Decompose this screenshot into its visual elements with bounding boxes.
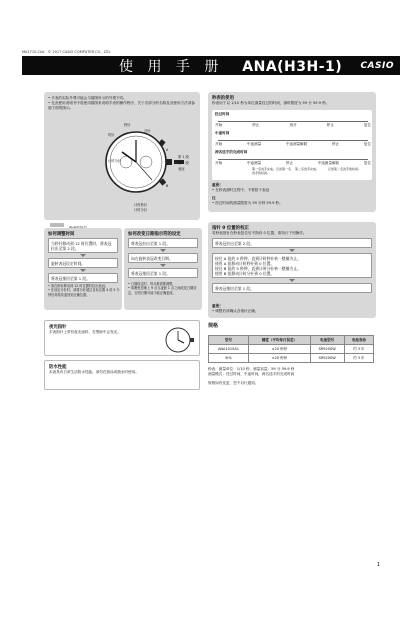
label-crown: 表冠 [178, 167, 185, 171]
date-note: • 请避免在晚上 9 点与凌晨 1 点之间改变日期设定，否则日期可能不能正确更改。 [128, 286, 197, 295]
stopwatch-card [212, 110, 372, 180]
specs-footnote: 规格如有变更，恕不另行通知。 [208, 381, 259, 385]
hand-reset-desc: 若秒表指针在秒表复位后不指向 0 位置，请执行下列操作。 [212, 231, 307, 235]
date-step-3: 将表冠推回至第 1 段。 [128, 268, 198, 278]
copyright: © 2017 CASIO COMPUTER CO., LTD. [47, 50, 111, 54]
label-minute-hand: 分针 [144, 129, 151, 133]
specs-section [208, 322, 376, 432]
reset-important: • 调整后请确认各指针正确。 [212, 309, 259, 313]
label-chrono-sec: 计时秒针 [134, 203, 148, 207]
table-cell: 约 3 年 [344, 345, 373, 354]
specs-header: 电池型号 [310, 336, 344, 345]
date-step-1: 将表冠拉出至第 1 段。 [128, 238, 198, 248]
time-note: • 在设定分针时，请将分针超过目标位置 4 或 5 分钟后再将其退回到正确位置。 [48, 288, 120, 297]
water-title: 防水性能 [49, 365, 67, 370]
arrow-icon [289, 279, 295, 282]
reset-step-2 [212, 253, 372, 278]
elapsed-step: 开始 [215, 123, 223, 127]
date-notes [128, 282, 200, 295]
document-code [22, 50, 111, 54]
table-cell: 约 3 年 [344, 354, 373, 363]
reset-important-title: 重要！ [212, 304, 223, 308]
date-steps [128, 238, 198, 278]
table-cell: SR920SW [310, 345, 344, 354]
time-notes [48, 284, 120, 297]
luminous-title: 夜光指针 [49, 325, 67, 330]
elapsed-step: 停止 [326, 123, 334, 127]
time-step-1: 当秒针移动到 12 时位置时，将表冠拉出至第 2 段。 [48, 238, 118, 253]
two-steps [215, 161, 371, 166]
watch-small-icon [163, 325, 197, 355]
reset-step-1: 将表冠拉出至第 2 段。 [212, 238, 372, 248]
two-step: 中途测量 [246, 161, 262, 165]
two-line [218, 159, 368, 160]
table-row [209, 354, 374, 363]
reset-step-2d: 使用 B 钮移动计时分针到 0 位置。 [215, 270, 275, 276]
two-note: 第二名选手完成。 [295, 167, 320, 171]
doc-code: MA1710-CkA [22, 50, 45, 54]
water-section [44, 360, 200, 390]
specs-table [208, 335, 374, 363]
split-steps [215, 142, 371, 147]
time-step-2: 旋转表冠设定时间。 [48, 258, 118, 268]
crown [166, 159, 172, 165]
specs-extra [208, 367, 376, 377]
arrow-icon [80, 254, 86, 257]
time-note: • 请在秒针移动到 12 时位置时拉出表冠。 [48, 284, 108, 288]
time-setting-section [44, 228, 122, 310]
date-note: • 日期设定时，每月都需要调整。 [128, 282, 176, 286]
luminous-section [44, 320, 200, 356]
label-second-hand: 秒针 [124, 123, 131, 127]
arrow-icon [160, 249, 166, 252]
label-pos1: 第 1 段 [178, 155, 189, 159]
stopwatch-section [208, 92, 376, 212]
label-button-a: A [166, 148, 169, 152]
stopwatch-important-title: 重要！ [212, 183, 223, 187]
brand-logo: CASIO [360, 60, 394, 71]
small-crown [190, 338, 194, 342]
arrow-icon [80, 269, 86, 272]
reset-step-2c: 按住 B 钮约 5 秒钟，直到计时分针转一整圈为止。 [215, 265, 301, 271]
table-cell: 3H1 [209, 354, 249, 363]
date-setting-title: 如何改变日期指示符的设定 [128, 232, 181, 237]
specs-extra-line: 秒表：测量单位：1/10 秒，测量容量：59 分 59.9 秒 [208, 367, 295, 371]
table-cell: ±20 秒钟 [249, 354, 311, 363]
elapsed-steps [215, 123, 371, 128]
specs-header: 精度（平均每月误差） [249, 336, 311, 345]
reset-step-2b: 使用 A 钮移动计时秒针到 0 位置。 [215, 260, 275, 266]
table-cell: SR920SW [310, 354, 344, 363]
table-cell: ±20 秒钟 [249, 345, 311, 354]
split-step: 开始 [215, 142, 223, 146]
reset-step-3: 将表冠推回至第 1 段。 [212, 283, 372, 293]
hand-reset-section [208, 222, 376, 318]
label-button-b: B [166, 184, 169, 188]
stopwatch-note: • 经过时间的测量限度为 59 分钟 59.9 秒。 [212, 201, 283, 205]
luminous-text: 手表指针上带有夜光涂料，在黑暗中会发光。 [49, 330, 121, 334]
two-step: 中途测量解除 [317, 161, 340, 165]
arrow-icon [160, 264, 166, 267]
intro-bullet: • 在此使用说明书中将使用插图来说明手表的操作程序，关于各部分的名称及其使用方法请参阅下面的图示。 [48, 101, 196, 110]
two-title: 两名选手的完成时间 [215, 150, 248, 154]
split-step: 中途测量 [246, 142, 262, 146]
intro-box [44, 92, 200, 220]
label-chrono-min-bottom: 计时分针 [134, 208, 148, 212]
split-line [218, 140, 368, 141]
label-hour-hand: 时针 [108, 133, 115, 137]
time-step-3: 将表冠推回至第 1 段。 [48, 273, 118, 283]
date-setting-section [124, 228, 202, 310]
tag-swatch [50, 223, 64, 227]
two-notes [252, 167, 368, 175]
stopwatch-note-title: 注 [212, 196, 216, 200]
intro-text [48, 96, 198, 111]
arrow-icon [289, 249, 295, 252]
two-step: 开始 [215, 161, 223, 165]
reset-step-2a: 按住 A 钮约 5 秒钟，直到计时秒针转一整圈为止。 [215, 255, 301, 261]
title-text: 使 用 手 册 [119, 58, 224, 75]
elapsed-step: 停止 [252, 123, 260, 127]
stopwatch-title: 秒表的使用 [212, 96, 234, 101]
label-pos2: 第 2 段 [178, 161, 189, 165]
elapsed-step: 再开 [289, 123, 297, 127]
two-note: 第一名选手完成。记录第一名选手的时间。 [252, 167, 292, 175]
split-step: 复位 [363, 142, 371, 146]
title-bar [22, 56, 400, 75]
elapsed-title: 经过时间 [215, 112, 230, 116]
page-title [119, 56, 342, 76]
split-step: 停止 [332, 142, 340, 146]
specs-extra-line: 测量模式：经过时间，中途时间，两名选手的完成时间 [208, 372, 295, 376]
table-cell: ANA1015A1 [209, 345, 249, 354]
table-row [209, 345, 374, 354]
split-step: 中途测量解除 [285, 142, 308, 146]
specs-header-row [209, 336, 374, 345]
water-text: 本表具有日常生活防水性能。请勿在游泳或潜水时使用。 [49, 370, 139, 374]
two-step: 停止 [285, 161, 293, 165]
specs-header: 型号 [209, 336, 249, 345]
elapsed-step: 复位 [363, 123, 371, 127]
elapsed-line [218, 121, 368, 122]
date-step-2: 向右旋转表冠改变日期。 [128, 253, 198, 263]
specs-title: 规格 [208, 323, 219, 329]
split-title: 中途时间 [215, 131, 230, 135]
two-step: 复位 [363, 161, 371, 165]
stopwatch-desc: 秒表用于以 1/10 秒为单位测量经过的时间，测时限度为 59 分 59.9 秒。 [212, 101, 330, 105]
time-setting-title: 如何调整时间 [48, 232, 75, 237]
time-steps [48, 238, 118, 283]
label-chrono-min: 计时分针 [108, 159, 122, 163]
two-note: 记录第二名选手的时间。 [328, 167, 362, 171]
intro-bullet: • 手表的实际外观可能会与插图所示的外观不同。 [48, 96, 127, 100]
stopwatch-important: • 在秒表测时过程中，不要按下表冠 [212, 188, 270, 192]
hand-reset-steps [212, 238, 372, 293]
model-text: ANA(H3H-1) [242, 58, 343, 75]
hand-reset-title: 指针 0 位置的校正 [212, 226, 249, 231]
page-number: 1 [376, 562, 380, 568]
specs-header: 电池寿命 [344, 336, 373, 345]
